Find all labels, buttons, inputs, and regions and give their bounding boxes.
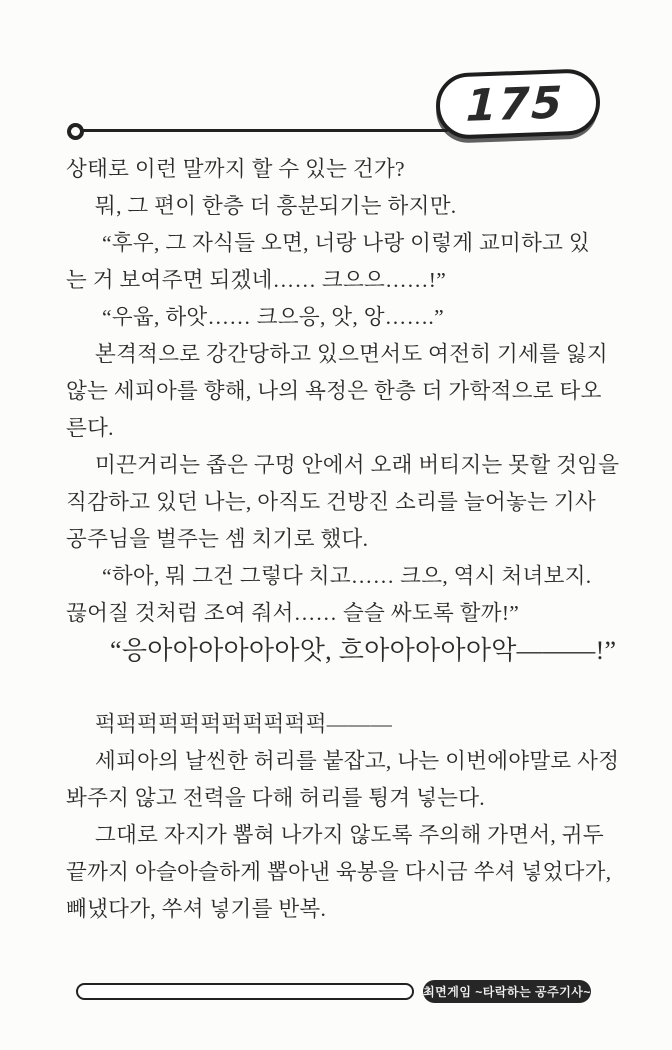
text-line: 미끈거리는 좁은 구멍 안에서 오래 버티지는 못할 것임을	[95, 453, 620, 477]
text-line: 본격적으로 강간당하고 있으면서도 여전히 기세를 잃지	[95, 342, 608, 366]
body-text	[66, 151, 618, 928]
text-line: 세피아의 날씬한 허리를 붙잡고, 나는 이번에야말로 사정	[95, 749, 620, 773]
page-number-badge	[435, 68, 601, 140]
text-line: “우웁, 하앗…… 크으응, 앗, 앙…….”	[102, 305, 444, 329]
text-line: “하아, 뭐 그건 그렇다 치고…… 크으, 역시 처녀보지.	[102, 564, 592, 588]
text-line: 않는 세피아를 향해, 나의 욕정은 한층 더 가학적으로 타오	[66, 379, 602, 403]
book-title-badge	[423, 980, 591, 1003]
text-line: 퍽퍽퍽퍽퍽퍽퍽퍽퍽퍽퍽———	[95, 712, 393, 736]
text-line: 봐주지 않고 전력을 다해 허리를 튕겨 넣는다.	[66, 786, 485, 810]
text-line: “응아아아아아아앗, 흐아아아아아악———!”	[110, 636, 617, 665]
text-line: 그대로 자지가 뽑혀 나가지 않도록 주의해 가면서, 귀두	[95, 823, 604, 847]
text-line: 는 거 보여주면 되겠네…… 크으으……!”	[66, 268, 447, 292]
book-title: 최면게임 ~타락하는 공주기사~	[423, 985, 591, 999]
page-number: 175	[465, 76, 565, 132]
text-line: 공주님을 벌주는 셈 치기로 했다.	[66, 527, 369, 551]
text-line: 른다.	[66, 416, 114, 440]
text-line: 상태로 이런 말까지 할 수 있는 건가?	[66, 157, 405, 181]
text-line: 직감하고 있던 나는, 아직도 건방진 소리를 늘어놓는 기사	[66, 490, 596, 514]
text-line: 빼냈다가, 쑤셔 넣기를 반복.	[66, 897, 327, 921]
text-line: 뭐, 그 편이 한층 더 흥분되기는 하지만.	[95, 194, 457, 218]
text-line: 끊어질 것처럼 조여 줘서…… 슬슬 싸도록 할까!”	[66, 601, 520, 625]
footer-rule-pill	[76, 983, 414, 1000]
header-rule	[82, 129, 448, 132]
blank-line	[66, 669, 618, 706]
text-line: “후우, 그 자식들 오면, 너랑 나랑 이렇게 교미하고 있	[102, 231, 590, 255]
text-line: 끝까지 아슬아슬하게 뽑아낸 육봉을 다시금 쑤셔 넣었다가,	[66, 860, 612, 884]
